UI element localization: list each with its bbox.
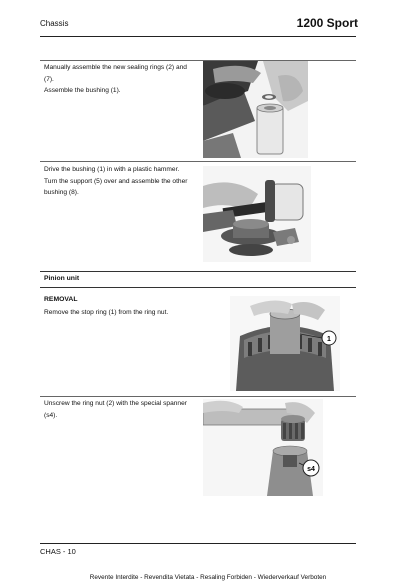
step-2-photo	[203, 166, 311, 262]
footer-rule	[40, 543, 356, 544]
step-1-text	[44, 62, 204, 97]
callout-s4-label: s4	[307, 466, 315, 473]
step-2-text	[44, 164, 204, 199]
header-rule	[40, 36, 356, 37]
step-4-top-rule	[40, 396, 356, 397]
removal-heading: REMOVAL	[44, 296, 78, 303]
step-2-line-3: bushing (8).	[44, 189, 79, 196]
header-model-title: 1200 Sport	[296, 16, 358, 30]
step-3-photo	[230, 296, 340, 391]
page-number: CHAS - 10	[40, 547, 76, 556]
section-title: Pinion unit	[44, 275, 80, 282]
step-4-line-2: (s4).	[44, 411, 58, 419]
step-2-line-1: Drive the bushing (1) in with a plastic hammer.	[44, 166, 180, 173]
step-2-line-2: Turn the support (5) over and assemble the other	[44, 177, 188, 185]
step-4-photo	[203, 399, 323, 496]
ring-nut-spanner-illustration	[203, 399, 323, 496]
step-4-text	[44, 398, 204, 421]
resale-notice: Revente Interdite - Revendita Vietata - Resaling Forbiden - Wiederverkauf Verboten	[89, 574, 327, 581]
stop-ring-removal-illustration	[230, 296, 340, 391]
callout-1-label: 1	[327, 336, 331, 343]
step-1-photo	[203, 61, 308, 158]
step-1-line-2: (7).	[44, 75, 54, 83]
plastic-hammer-illustration	[203, 166, 311, 262]
step-4-line-1: Unscrew the ring nut (2) with the special spanner	[44, 400, 187, 407]
sealing-ring-assembly-illustration	[203, 61, 308, 158]
step-2-top-rule	[40, 161, 356, 162]
step-3-text	[44, 307, 214, 319]
step-3-line-1: Remove the stop ring (1) from the ring nut.	[44, 309, 169, 316]
section-top-rule	[40, 271, 356, 272]
header-section-label: Chassis	[40, 19, 69, 28]
step-1-line-3: Assemble the bushing (1).	[44, 87, 121, 94]
step-1-top-rule	[40, 60, 356, 61]
section-bottom-rule	[40, 287, 356, 288]
step-1-line-1: Manually assemble the new sealing rings (2) and	[44, 64, 187, 71]
